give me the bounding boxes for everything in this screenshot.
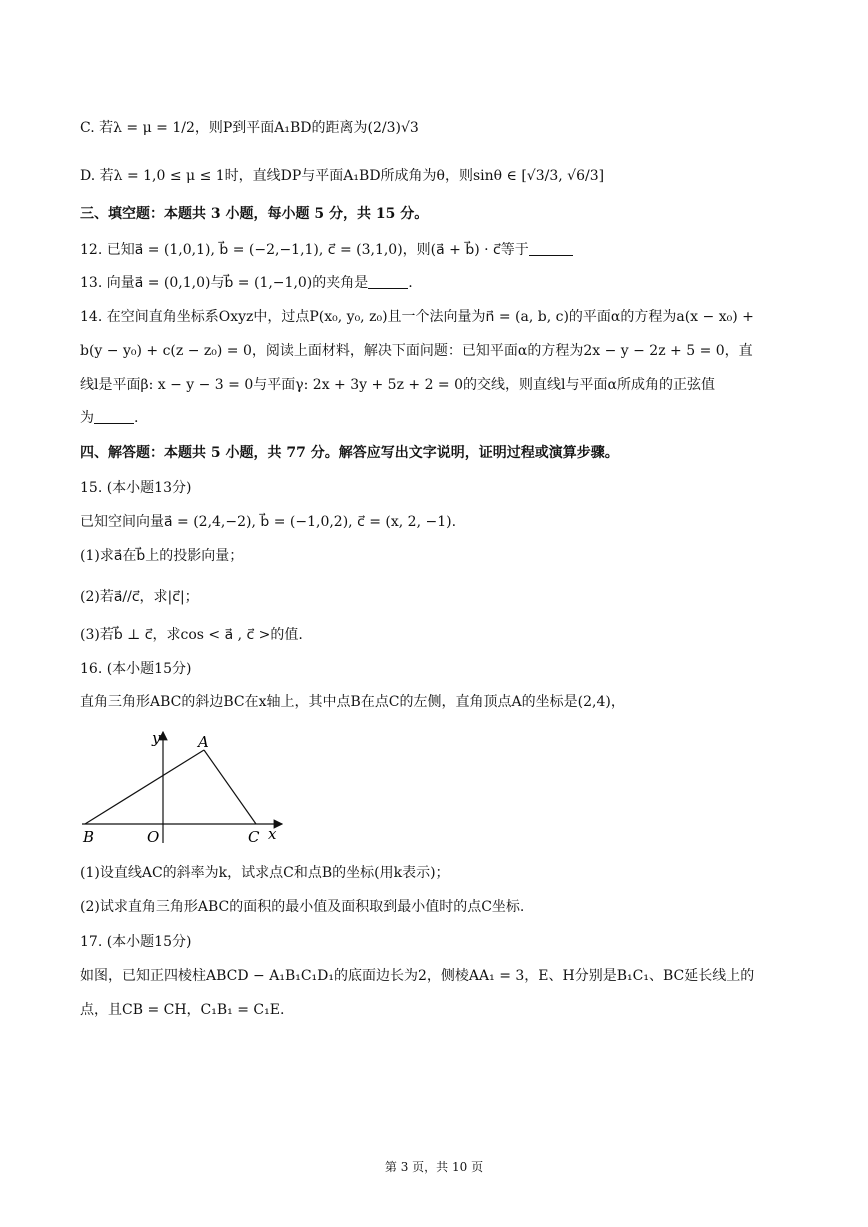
vertex-c-label: C bbox=[248, 828, 260, 846]
question-13-tail: . bbox=[408, 275, 413, 291]
triangle-figure bbox=[80, 728, 290, 848]
vertex-b-label: B bbox=[83, 828, 95, 846]
page-footer: 第 3 页，共 10 页 bbox=[384, 1160, 484, 1174]
option-d: D. 若λ = 1,0 ≤ μ ≤ 1时，直线DP与平面A₁BD所成角为θ，则sinθ ∈ [√3/3, √6/3] bbox=[80, 168, 605, 184]
x-axis-label: x bbox=[268, 825, 277, 843]
vertex-a-label: A bbox=[198, 733, 209, 751]
question-15-part-1: (1)求a⃗在b⃗上的投影向量； bbox=[80, 548, 244, 564]
question-14-line-3: 线l是平面β: x − y − 3 = 0与平面γ: 2x + 3y + 5z + 2 = 0的交线，则直线l与平面α所成角的正弦值 bbox=[80, 377, 715, 393]
y-axis-label: y bbox=[152, 729, 161, 747]
answer-blank bbox=[368, 274, 408, 289]
question-13-text: 13. 向量a⃗ = (0,1,0)与b⃗ = (1,−1,0)的夹角是 bbox=[80, 275, 369, 291]
option-c: C. 若λ = μ = 1/2，则P到平面A₁BD的距离为(2/3)√3 bbox=[80, 120, 419, 136]
answer-blank bbox=[529, 241, 573, 256]
question-17-line-2: 点，且CB = CH，C₁B₁ = C₁E. bbox=[80, 1002, 285, 1018]
question-14-tail: . bbox=[134, 410, 139, 426]
question-14-line-1: 14. 在空间直角坐标系Oxyz中，过点P(x₀, y₀, z₀)且一个法向量为n⃗ = (a, b, c)的平面α的方程为a(x − x₀) + bbox=[80, 309, 754, 325]
question-14-line-4-text: 为 bbox=[80, 410, 94, 426]
question-15-stem: 已知空间向量a⃗ = (2,4,−2), b⃗ = (−1,0,2), c⃗ = (x, 2, −1). bbox=[80, 514, 457, 530]
question-16-part-1: (1)设直线AC的斜率为k，试求点C和点B的坐标(用k表示)； bbox=[80, 865, 450, 881]
question-16-title: 16. (本小题15分) bbox=[80, 661, 192, 677]
question-12-text: 12. 已知a⃗ = (1,0,1), b⃗ = (−2,−1,1), c⃗ = (3,1,0)，则(a⃗ + b⃗) · c⃗等于 bbox=[80, 242, 529, 258]
question-14-line-2: b(y − y₀) + c(z − z₀) = 0，阅读上面材料，解决下面问题：已知平面α的方程为2x − y − 2z + 5 = 0，直 bbox=[80, 343, 753, 359]
side-ab bbox=[85, 750, 204, 824]
origin-label: O bbox=[147, 828, 160, 846]
answer-blank bbox=[94, 409, 134, 424]
question-16-part-2: (2)试求直角三角形ABC的面积的最小值及面积取到最小值时的点C坐标. bbox=[80, 899, 525, 915]
section-4-heading: 四、解答题：本题共 5 小题，共 77 分。解答应写出文字说明，证明过程或演算步骤。 bbox=[80, 445, 619, 461]
side-ac bbox=[204, 750, 256, 824]
question-15-title: 15. (本小题13分) bbox=[80, 480, 192, 496]
section-3-heading: 三、填空题：本题共 3 小题，每小题 5 分，共 15 分。 bbox=[80, 206, 429, 222]
question-16-stem: 直角三角形ABC的斜边BC在x轴上，其中点B在点C的左侧，直角顶点A的坐标是(2,4)， bbox=[80, 694, 625, 710]
question-15-part-3: (3)若b⃗ ⊥ c⃗，求cos < a⃗ , c⃗ >的值. bbox=[80, 627, 303, 643]
question-15-part-2: (2)若a⃗//c⃗，求|c⃗|； bbox=[80, 589, 199, 605]
question-12 bbox=[80, 240, 573, 260]
question-14-line-4 bbox=[80, 408, 138, 428]
question-17-title: 17. (本小题15分) bbox=[80, 934, 192, 950]
question-17-line-1: 如图，已知正四棱柱ABCD − A₁B₁C₁D₁的底面边长为2，侧棱AA₁ = 3，E、H分别是B₁C₁、BC延长线上的 bbox=[80, 968, 755, 984]
question-13 bbox=[80, 273, 413, 293]
